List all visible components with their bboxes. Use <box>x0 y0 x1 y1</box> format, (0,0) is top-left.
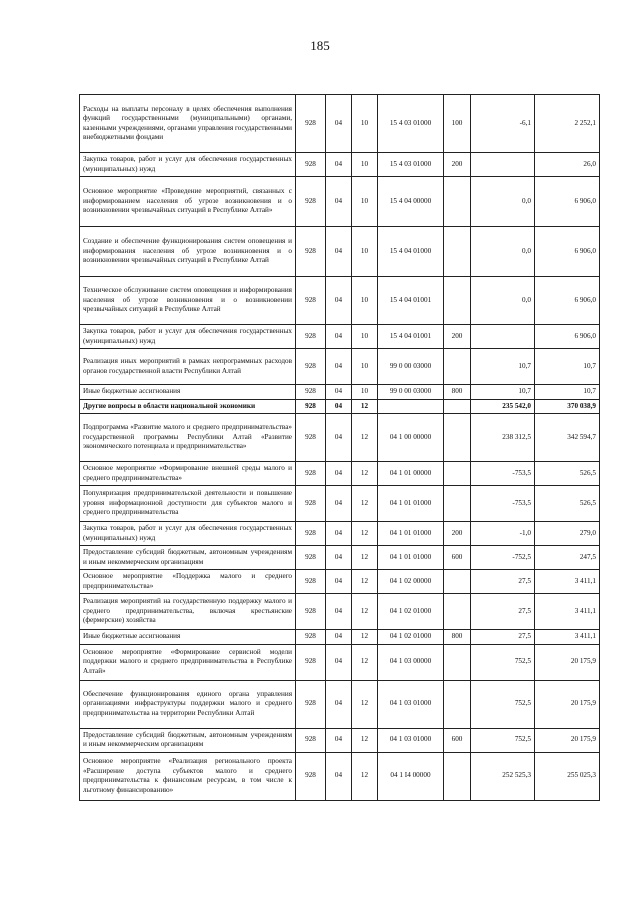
row-name-cell: Другие вопросы в области национальной экономики <box>80 399 296 414</box>
subsection-code-cell: 10 <box>352 227 378 277</box>
target-article-cell: 04 1 00 00000 <box>378 414 444 462</box>
expense-type-cell: 600 <box>444 728 471 752</box>
row-name-cell: Подпрограмма «Развитие малого и среднего предпринимательства» государственной программы Республики Алтай «Развитие экономического потенциала и предпринимательства» <box>80 414 296 462</box>
admin-code-cell: 928 <box>296 414 326 462</box>
expense-type-cell <box>444 462 471 486</box>
admin-code-cell: 928 <box>296 680 326 728</box>
target-article-cell: 04 1 01 01000 <box>378 546 444 570</box>
table-row <box>80 414 600 462</box>
expense-type-cell <box>444 277 471 325</box>
target-article-cell: 15 4 03 01000 <box>378 95 444 153</box>
expense-type-cell: 800 <box>444 630 471 645</box>
subsection-code-cell: 12 <box>352 414 378 462</box>
change-amount-cell: 752,5 <box>471 644 535 680</box>
table-row <box>80 752 600 800</box>
total-amount-cell: 6 906,0 <box>535 277 600 325</box>
admin-code-cell: 928 <box>296 522 326 546</box>
change-amount-cell: 27,5 <box>471 594 535 630</box>
subsection-code-cell: 10 <box>352 349 378 385</box>
target-article-cell: 04 1 02 01000 <box>378 594 444 630</box>
subsection-code-cell: 12 <box>352 630 378 645</box>
expense-type-cell: 800 <box>444 385 471 400</box>
row-name-cell: Основное мероприятие «Реализация регионального проекта «Расширение доступа субъектов малого и среднего предпринимательства к финансовым ресурсам, в том числе к льготному финансированию» <box>80 752 296 800</box>
total-amount-cell: 6 906,0 <box>535 325 600 349</box>
section-code-cell: 04 <box>326 644 352 680</box>
section-code-cell: 04 <box>326 95 352 153</box>
admin-code-cell: 928 <box>296 486 326 522</box>
admin-code-cell: 928 <box>296 325 326 349</box>
admin-code-cell: 928 <box>296 385 326 400</box>
expense-type-cell <box>444 349 471 385</box>
target-article-cell: 99 0 00 03000 <box>378 385 444 400</box>
table-row <box>80 522 600 546</box>
change-amount-cell: 27,5 <box>471 570 535 594</box>
row-name-cell: Основное мероприятие «Проведение мероприятий, связанных с информированием населения об угрозе возникновения и о возникновении чрезвычайных ситуаций в Республике Алтай» <box>80 177 296 227</box>
total-amount-cell: 10,7 <box>535 349 600 385</box>
expense-type-cell: 200 <box>444 153 471 177</box>
section-code-cell: 04 <box>326 399 352 414</box>
section-code-cell: 04 <box>326 486 352 522</box>
admin-code-cell: 928 <box>296 349 326 385</box>
section-code-cell: 04 <box>326 522 352 546</box>
subsection-code-cell: 10 <box>352 153 378 177</box>
change-amount-cell: 238 312,5 <box>471 414 535 462</box>
admin-code-cell: 928 <box>296 752 326 800</box>
subsection-code-cell: 12 <box>352 594 378 630</box>
target-article-cell: 04 1 01 01000 <box>378 486 444 522</box>
target-article-cell: 04 1 03 01000 <box>378 680 444 728</box>
target-article-cell: 04 1 02 00000 <box>378 570 444 594</box>
change-amount-cell <box>471 153 535 177</box>
subsection-code-cell: 12 <box>352 399 378 414</box>
subsection-code-cell: 10 <box>352 385 378 400</box>
section-code-cell: 04 <box>326 462 352 486</box>
row-name-cell: Основное мероприятие «Формирование внешней среды малого и среднего предпринимательства» <box>80 462 296 486</box>
total-amount-cell: 6 906,0 <box>535 227 600 277</box>
row-name-cell: Иные бюджетные ассигнования <box>80 630 296 645</box>
total-amount-cell: 370 038,9 <box>535 399 600 414</box>
total-amount-cell: 2 252,1 <box>535 95 600 153</box>
expense-type-cell <box>444 644 471 680</box>
subsection-code-cell: 12 <box>352 728 378 752</box>
section-code-cell: 04 <box>326 594 352 630</box>
total-amount-cell: 526,5 <box>535 462 600 486</box>
subsection-code-cell: 12 <box>352 570 378 594</box>
change-amount-cell: 252 525,3 <box>471 752 535 800</box>
change-amount-cell: 752,5 <box>471 680 535 728</box>
subsection-code-cell: 12 <box>352 546 378 570</box>
total-amount-cell: 20 175,9 <box>535 680 600 728</box>
table-row <box>80 644 600 680</box>
change-amount-cell: -753,5 <box>471 486 535 522</box>
table-row <box>80 486 600 522</box>
change-amount-cell: -752,5 <box>471 546 535 570</box>
admin-code-cell: 928 <box>296 462 326 486</box>
subsection-code-cell: 12 <box>352 752 378 800</box>
total-amount-cell: 3 411,1 <box>535 594 600 630</box>
change-amount-cell: 0,0 <box>471 277 535 325</box>
target-article-cell: 04 1 02 01000 <box>378 630 444 645</box>
total-amount-cell: 3 411,1 <box>535 630 600 645</box>
section-code-cell: 04 <box>326 570 352 594</box>
admin-code-cell: 928 <box>296 177 326 227</box>
admin-code-cell: 928 <box>296 594 326 630</box>
expense-type-cell <box>444 414 471 462</box>
section-code-cell: 04 <box>326 349 352 385</box>
target-article-cell: 15 4 04 01001 <box>378 277 444 325</box>
change-amount-cell: 10,7 <box>471 385 535 400</box>
admin-code-cell: 928 <box>296 153 326 177</box>
expense-type-cell <box>444 177 471 227</box>
subsection-code-cell: 10 <box>352 95 378 153</box>
change-amount-cell: 27,5 <box>471 630 535 645</box>
table-row <box>80 325 600 349</box>
target-article-cell: 04 1 I4 00000 <box>378 752 444 800</box>
change-amount-cell <box>471 325 535 349</box>
expense-type-cell <box>444 680 471 728</box>
table-row <box>80 277 600 325</box>
expense-type-cell <box>444 752 471 800</box>
subsection-code-cell: 12 <box>352 462 378 486</box>
expense-type-cell <box>444 486 471 522</box>
target-article-cell: 15 4 04 01001 <box>378 325 444 349</box>
row-name-cell: Техническое обслуживание систем оповещения и информирования населения об угрозе возникновения и о возникновении чрезвычайных ситуаций в Республике Алтай <box>80 277 296 325</box>
row-name-cell: Основное мероприятие «Поддержка малого и среднего предпринимательства» <box>80 570 296 594</box>
change-amount-cell: 752,5 <box>471 728 535 752</box>
table-row <box>80 95 600 153</box>
table-row <box>80 570 600 594</box>
table-row <box>80 227 600 277</box>
row-name-cell: Предоставление субсидий бюджетным, автономным учреждениям и иным некоммерческим организациям <box>80 546 296 570</box>
admin-code-cell: 928 <box>296 399 326 414</box>
section-code-cell: 04 <box>326 385 352 400</box>
subsection-code-cell: 10 <box>352 277 378 325</box>
subsection-code-cell: 10 <box>352 325 378 349</box>
admin-code-cell: 928 <box>296 570 326 594</box>
section-code-cell: 04 <box>326 680 352 728</box>
table-row <box>80 594 600 630</box>
section-code-cell: 04 <box>326 728 352 752</box>
table-row <box>80 630 600 645</box>
admin-code-cell: 928 <box>296 728 326 752</box>
admin-code-cell: 928 <box>296 546 326 570</box>
section-code-cell: 04 <box>326 630 352 645</box>
target-article-cell: 15 4 03 01000 <box>378 153 444 177</box>
change-amount-cell: -6,1 <box>471 95 535 153</box>
change-amount-cell: -1,0 <box>471 522 535 546</box>
table-row <box>80 462 600 486</box>
change-amount-cell: 0,0 <box>471 227 535 277</box>
total-amount-cell: 10,7 <box>535 385 600 400</box>
target-article-cell: 04 1 01 00000 <box>378 462 444 486</box>
expense-type-cell: 100 <box>444 95 471 153</box>
target-article-cell: 15 4 04 01000 <box>378 227 444 277</box>
subsection-code-cell: 12 <box>352 486 378 522</box>
row-name-cell: Иные бюджетные ассигнования <box>80 385 296 400</box>
expense-type-cell <box>444 399 471 414</box>
subsection-code-cell: 12 <box>352 644 378 680</box>
table-row <box>80 349 600 385</box>
expense-type-cell <box>444 227 471 277</box>
row-name-cell: Предоставление субсидий бюджетным, автономным учреждениям и иным некоммерческим организациям <box>80 728 296 752</box>
total-amount-cell: 6 906,0 <box>535 177 600 227</box>
total-amount-cell: 20 175,9 <box>535 644 600 680</box>
table-row <box>80 399 600 414</box>
section-code-cell: 04 <box>326 227 352 277</box>
table-row <box>80 728 600 752</box>
admin-code-cell: 928 <box>296 95 326 153</box>
admin-code-cell: 928 <box>296 277 326 325</box>
section-code-cell: 04 <box>326 752 352 800</box>
row-name-cell: Закупка товаров, работ и услуг для обеспечения государственных (муниципальных) нужд <box>80 325 296 349</box>
table-row <box>80 546 600 570</box>
target-article-cell <box>378 399 444 414</box>
expense-type-cell <box>444 570 471 594</box>
total-amount-cell: 342 594,7 <box>535 414 600 462</box>
table-body <box>80 95 600 801</box>
row-name-cell: Обеспечение функционирования единого органа управления организациями инфраструктуры поддержки малого и среднего предпринимательства на территории Республики Алтай <box>80 680 296 728</box>
row-name-cell: Закупка товаров, работ и услуг для обеспечения государственных (муниципальных) нужд <box>80 153 296 177</box>
section-code-cell: 04 <box>326 325 352 349</box>
change-amount-cell: -753,5 <box>471 462 535 486</box>
expense-type-cell: 200 <box>444 325 471 349</box>
table-row <box>80 153 600 177</box>
section-code-cell: 04 <box>326 414 352 462</box>
target-article-cell: 04 1 01 01000 <box>378 522 444 546</box>
page-number: 185 <box>310 38 330 53</box>
total-amount-cell: 26,0 <box>535 153 600 177</box>
section-code-cell: 04 <box>326 546 352 570</box>
row-name-cell: Закупка товаров, работ и услуг для обеспечения государственных (муниципальных) нужд <box>80 522 296 546</box>
row-name-cell: Реализация иных мероприятий в рамках непрограммных расходов органов государственной власти Республики Алтай <box>80 349 296 385</box>
target-article-cell: 04 1 03 01000 <box>378 728 444 752</box>
expense-type-cell: 600 <box>444 546 471 570</box>
row-name-cell: Расходы на выплаты персоналу в целях обеспечения выполнения функций государственными (муниципальными) органами, казенными учреждениями, органами управления государственными внебюджетными фондами <box>80 95 296 153</box>
subsection-code-cell: 10 <box>352 177 378 227</box>
total-amount-cell: 3 411,1 <box>535 570 600 594</box>
total-amount-cell: 20 175,9 <box>535 728 600 752</box>
expense-type-cell: 200 <box>444 522 471 546</box>
row-name-cell: Создание и обеспечение функционирования систем оповещения и информирования населения об угрозе возникновения и о возникновении чрезвычайных ситуаций в Республике Алтай <box>80 227 296 277</box>
total-amount-cell: 247,5 <box>535 546 600 570</box>
target-article-cell: 99 0 00 03000 <box>378 349 444 385</box>
target-article-cell: 15 4 04 00000 <box>378 177 444 227</box>
total-amount-cell: 255 025,3 <box>535 752 600 800</box>
subsection-code-cell: 12 <box>352 522 378 546</box>
row-name-cell: Популяризация предпринимательской деятельности и повышение уровня информационной доступности для субъектов малого и среднего предпринимательства <box>80 486 296 522</box>
change-amount-cell: 235 542,0 <box>471 399 535 414</box>
target-article-cell: 04 1 03 00000 <box>378 644 444 680</box>
subsection-code-cell: 12 <box>352 680 378 728</box>
table-row <box>80 680 600 728</box>
change-amount-cell: 10,7 <box>471 349 535 385</box>
total-amount-cell: 279,0 <box>535 522 600 546</box>
budget-table <box>79 94 600 801</box>
row-name-cell: Реализация мероприятий на государственную поддержку малого и среднего предпринимательства, включая крестьянские (фермерские) хозяйства <box>80 594 296 630</box>
section-code-cell: 04 <box>326 277 352 325</box>
admin-code-cell: 928 <box>296 227 326 277</box>
section-code-cell: 04 <box>326 153 352 177</box>
admin-code-cell: 928 <box>296 644 326 680</box>
admin-code-cell: 928 <box>296 630 326 645</box>
total-amount-cell: 526,5 <box>535 486 600 522</box>
expense-type-cell <box>444 594 471 630</box>
table-row <box>80 385 600 400</box>
table-row <box>80 177 600 227</box>
change-amount-cell: 0,0 <box>471 177 535 227</box>
row-name-cell: Основное мероприятие «Формирование сервисной модели поддержки малого и среднего предпринимательства в Республике Алтай» <box>80 644 296 680</box>
section-code-cell: 04 <box>326 177 352 227</box>
